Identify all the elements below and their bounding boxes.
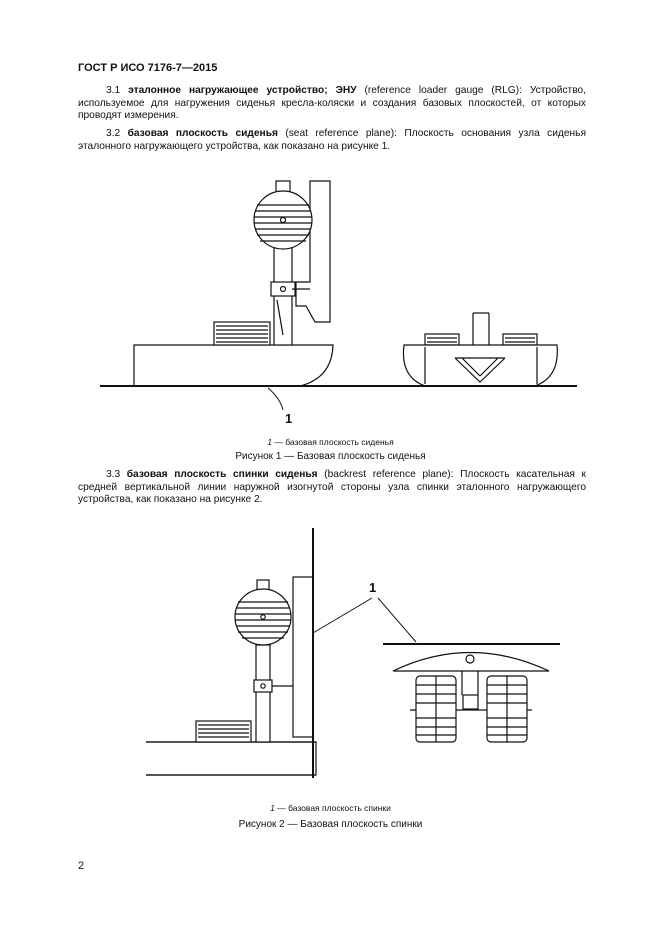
figure-1-label: 1 (285, 411, 293, 426)
section-3-3 (78, 469, 586, 507)
seat-base (134, 345, 333, 386)
legend-text: — базовая плоскость спинки (274, 803, 391, 813)
section-term: эталонное нагружающее устройство; ЭНУ (128, 85, 357, 96)
seat-base (146, 742, 316, 775)
front-view (403, 313, 557, 386)
section-number: 3.1 (106, 85, 121, 96)
wheel-right (487, 676, 527, 742)
vertical-post (256, 645, 270, 742)
figure-2-drawing (0, 525, 661, 805)
seat-weights (196, 721, 251, 742)
sphere-weight (235, 580, 291, 645)
section-number: 3.2 (106, 128, 121, 139)
section-term: базовая плоскость спинки сиденья (126, 469, 318, 480)
section-term: базовая плоскость сиденья (127, 128, 278, 139)
legend-number: 1 (270, 803, 275, 813)
legend-number: 1 (267, 437, 273, 447)
top-view (393, 653, 549, 743)
figure-1-legend (0, 437, 661, 447)
page-number: 2 (78, 860, 85, 872)
sphere-weight (254, 181, 312, 249)
section-definition: (reference loader gauge (RLG): Устройство, используемое для нагружения сиденья кресла-коляски и создания базовых плоскостей, от которых проводят измерения. (78, 85, 587, 121)
section-3-1 (78, 85, 586, 123)
figure-2-label: 1 (369, 580, 377, 595)
section-3-2 (78, 128, 586, 153)
figure-1-title: Рисунок 1 — Базовая плоскость сиденья (235, 451, 426, 462)
leader-line (378, 598, 416, 642)
figure-2-legend (0, 803, 661, 813)
document-header: ГОСТ Р ИСО 7176-7—2015 (78, 62, 218, 74)
section-definition: (backrest reference plane): Плоскость касательная к средней вертикальной линии наружной изогнутой стороны узла спинки эталонного нагружающего устройства, как показано на рисунке 2. (78, 469, 586, 505)
leader-line (268, 388, 283, 410)
section-definition: (seat reference plane): Плоскость основания узла сиденья эталонного нагружающего устройства, как показано на рисунке 1. (78, 128, 586, 152)
leader-line (313, 598, 372, 633)
legend-text: — базовая плоскость сиденья (272, 437, 394, 447)
section-number: 3.3 (106, 469, 121, 480)
seat-weights (214, 322, 270, 345)
wheel-left (416, 676, 456, 742)
figure-2-title: Рисунок 2 — Базовая плоскость спинки (238, 819, 423, 830)
figure-1-drawing (0, 170, 661, 440)
